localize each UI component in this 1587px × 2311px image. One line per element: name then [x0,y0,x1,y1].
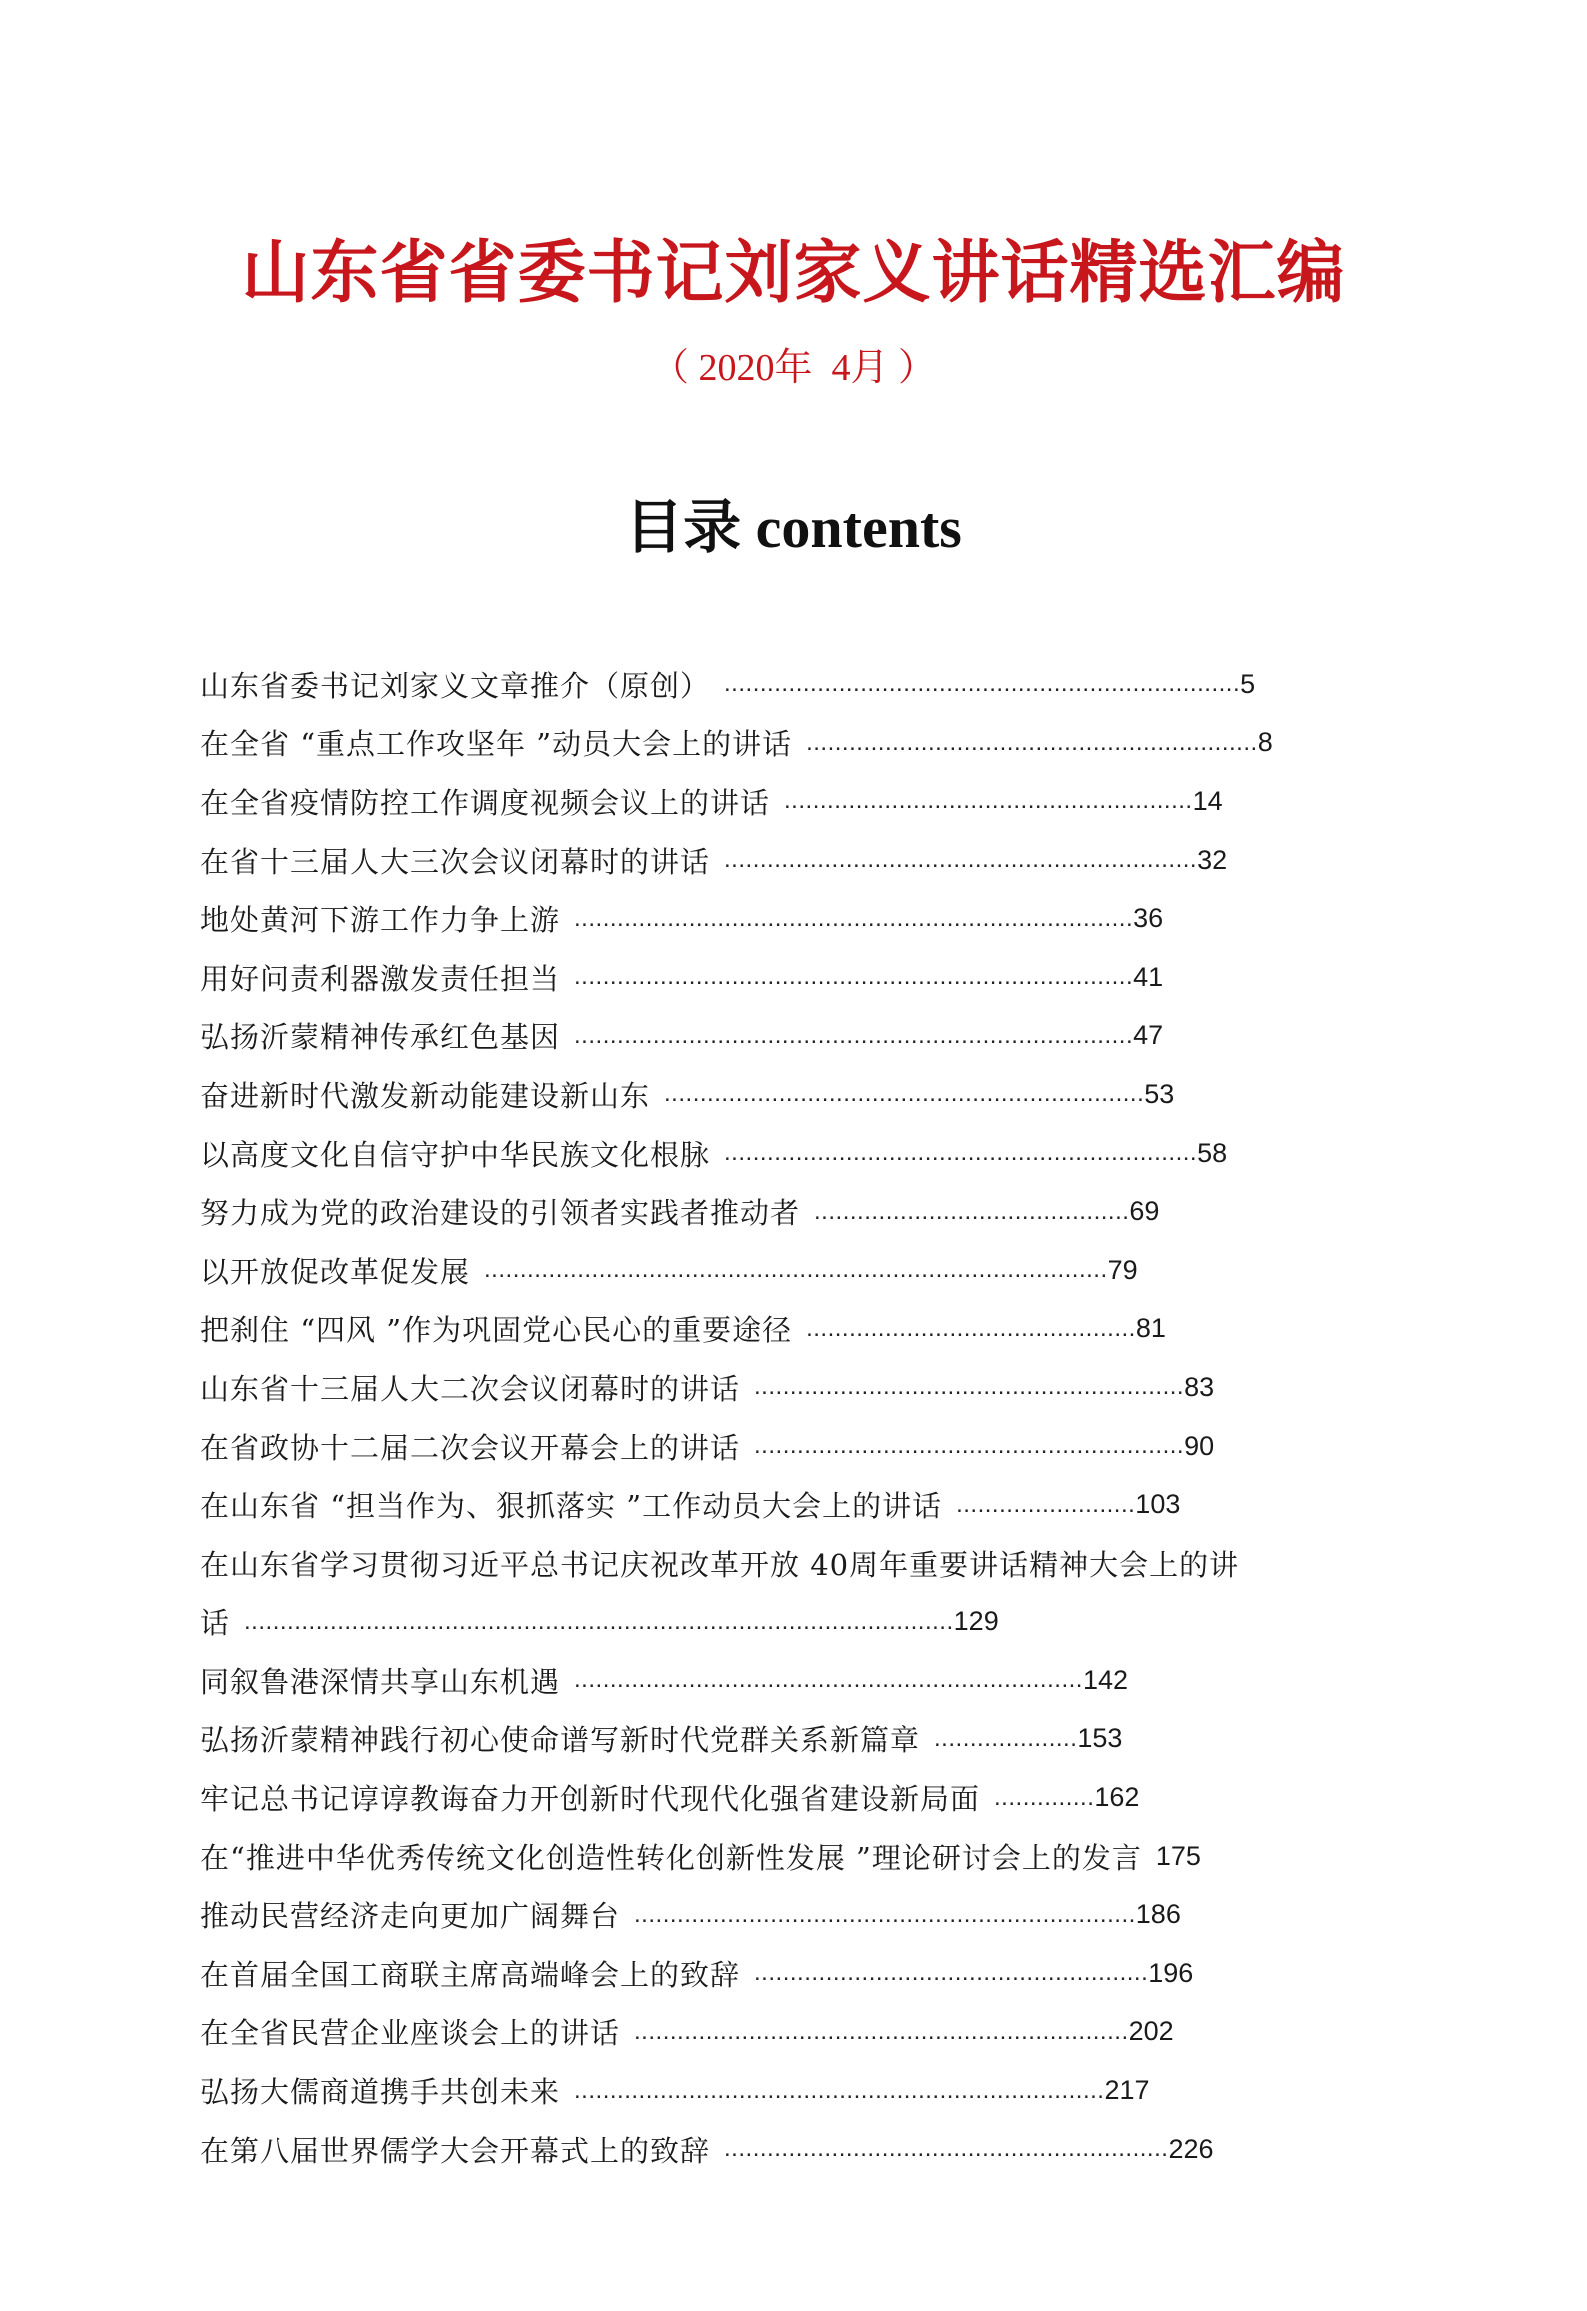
toc-page-number: 14 [1192,785,1223,816]
toc-dot-leader: .................................................................. [724,1139,1198,1167]
toc-page-number: 47 [1133,1020,1164,1051]
toc-entry[interactable] [200,1534,1340,1593]
toc-entry[interactable] [200,2003,1340,2062]
toc-page-number: 79 [1107,1254,1138,1285]
toc-entry-title: 在“推进中华优秀传统文化创造性转化创新性发展 ”理论研讨会上的发言 [200,1840,1142,1875]
toc-page-number: 32 [1197,844,1228,875]
toc-dot-leader: ............................................ [814,1197,1130,1225]
toc-dot-leader: ................................................................... [664,1080,1145,1108]
toc-dot-leader: ............................................................ [754,1432,1185,1460]
toc-page-number: 81 [1135,1313,1166,1344]
toc-page-number: 129 [953,1606,999,1637]
toc-page-number: 153 [1077,1723,1123,1754]
toc-page-number: 58 [1197,1137,1228,1168]
toc-entry-title: 山东省十三届人大二次会议闭幕时的讲话 [200,1371,741,1406]
toc-dot-leader: ............................................................... [806,728,1258,756]
toc-entry[interactable] [200,1182,1340,1241]
toc-entry[interactable] [200,655,1340,714]
toc-page-number: 53 [1144,1078,1175,1109]
toc-entry-title: 努力成为党的政治建设的引领者实践者推动者 [200,1196,801,1231]
toc-dot-leader: .................................................................. [724,846,1198,874]
toc-page-number: 5 [1240,668,1256,699]
toc-entry[interactable] [200,889,1340,948]
toc-entry[interactable] [200,1651,1340,1710]
toc-entry-title: 在山东省 “担当作为、狠抓落实 ”工作动员大会上的讲话 [200,1489,943,1524]
document-date: （ 2020年 4月 ） [650,347,936,389]
toc-entry-title: 以开放促改革促发展 [200,1254,471,1289]
toc-entry-title: 推动民营经济走向更加广阔舞台 [200,1899,621,1934]
toc-entry-title: 在全省民营企业座谈会上的讲话 [200,2016,621,2051]
toc-entry-title: 弘扬沂蒙精神践行初心使命谱写新时代党群关系新篇章 [200,1723,921,1758]
toc-entry-title: 在省政协十二届二次会议开幕会上的讲话 [200,1430,741,1465]
toc-entry[interactable] [200,714,1340,773]
toc-page-number: 226 [1168,2133,1214,2164]
toc-dot-leader: .......................................................................... [574,2076,1105,2104]
toc-entry[interactable] [200,1593,1340,1652]
toc-dot-leader: .............................................................. [724,2135,1169,2163]
toc-page-number: 8 [1257,727,1273,758]
toc-entry[interactable] [200,1124,1340,1183]
toc-dot-leader: ....................................................... [754,1959,1149,1987]
toc-page-number: 196 [1148,1957,1194,1988]
toc-dot-leader: .................... [934,1724,1078,1752]
toc-entry-title: 山东省委书记刘家义文章推介（原创） [200,668,711,703]
toc-page-number: 90 [1184,1430,1215,1461]
toc-entry-title: 话 [200,1606,231,1641]
toc-page-number: 202 [1128,2016,1174,2047]
toc-dot-leader: .............................................................................. [574,904,1134,932]
toc-dot-leader: .............................................................................. [574,1021,1134,1049]
toc-entry[interactable] [200,1827,1340,1886]
toc-dot-leader: ....................................................................... [574,1666,1083,1694]
document-title: 山东省省委书记刘家义讲话精选汇编 [241,233,1346,313]
table-of-contents [200,655,1340,2178]
toc-dot-leader: .............................................. [806,1314,1136,1342]
toc-entry[interactable] [200,772,1340,831]
toc-entry-title: 在省十三届人大三次会议闭幕时的讲话 [200,844,711,879]
toc-page-number: 69 [1129,1196,1160,1227]
toc-dot-leader: ....................................................................................... [484,1256,1108,1284]
toc-entry-title: 地处黄河下游工作力争上游 [200,903,561,938]
toc-entry-title: 奋进新时代激发新动能建设新山东 [200,1078,651,1113]
toc-entry-title: 用好问责利器激发责任担当 [200,961,561,996]
toc-dot-leader: ...................................................................... [634,1900,1136,1928]
toc-entry[interactable] [200,831,1340,890]
toc-dot-leader: ......................... [956,1490,1136,1518]
toc-dot-leader: .............................................................................. [574,963,1134,991]
toc-entry-title: 以高度文化自信守护中华民族文化根脉 [200,1137,711,1172]
toc-page-number: 83 [1184,1371,1215,1402]
toc-entry[interactable] [200,1007,1340,1066]
toc-entry-title: 在全省 “重点工作攻坚年 ”动员大会上的讲话 [200,727,793,762]
toc-entry[interactable] [200,1417,1340,1476]
toc-entry[interactable] [200,1944,1340,2003]
toc-page-number: 162 [1094,1782,1140,1813]
toc-entry-title: 弘扬大儒商道携手共创未来 [200,2075,561,2110]
toc-entry-title: 在全省疫情防控工作调度视频会议上的讲话 [200,785,771,820]
toc-entry-title: 在第八届世界儒学大会开幕式上的致辞 [200,2133,711,2168]
contents-heading: 目录 contents [625,495,962,560]
toc-entry[interactable] [200,1358,1340,1417]
toc-entry[interactable] [200,1065,1340,1124]
toc-entry[interactable] [200,2061,1340,2120]
toc-entry[interactable] [200,948,1340,1007]
toc-entry-title: 弘扬沂蒙精神传承红色基因 [200,1020,561,1055]
toc-entry-title: 把刹住 “四风 ”作为巩固党心民心的重要途径 [200,1313,793,1348]
toc-page-number: 175 [1155,1840,1201,1871]
toc-page-number: 103 [1135,1489,1181,1520]
toc-entry-title: 同叙鲁港深情共享山东机遇 [200,1664,561,1699]
toc-page-number: 41 [1133,961,1164,992]
toc-entry[interactable] [200,1475,1340,1534]
toc-entry[interactable] [200,1710,1340,1769]
toc-dot-leader: .............. [994,1783,1095,1811]
toc-entry-title: 在首届全国工商联主席高端峰会上的致辞 [200,1957,741,1992]
toc-page-number: 186 [1135,1899,1181,1930]
toc-entry[interactable] [200,1885,1340,1944]
toc-entry[interactable] [200,1768,1340,1827]
toc-entry-title: 牢记总书记谆谆教诲奋力开创新时代现代化强省建设新局面 [200,1782,981,1817]
toc-entry[interactable] [200,1300,1340,1359]
toc-page-number: 217 [1104,2075,1150,2106]
toc-entry[interactable] [200,1241,1340,1300]
toc-page-number: 36 [1133,903,1164,934]
toc-dot-leader: ............................................................ [754,1373,1185,1401]
toc-page-number: 142 [1082,1664,1129,1695]
toc-dot-leader: ........................................................................ [724,670,1241,698]
toc-entry[interactable] [200,2120,1340,2179]
toc-dot-leader: ..................................................................... [634,2017,1129,2045]
toc-dot-leader: ......................................................... [784,787,1193,815]
toc-entry-title: 在山东省学习贯彻习近平总书记庆祝改革开放 40周年重要讲话精神大会上的讲 [200,1547,1240,1582]
toc-dot-leader: ................................................................................................... [244,1607,954,1635]
